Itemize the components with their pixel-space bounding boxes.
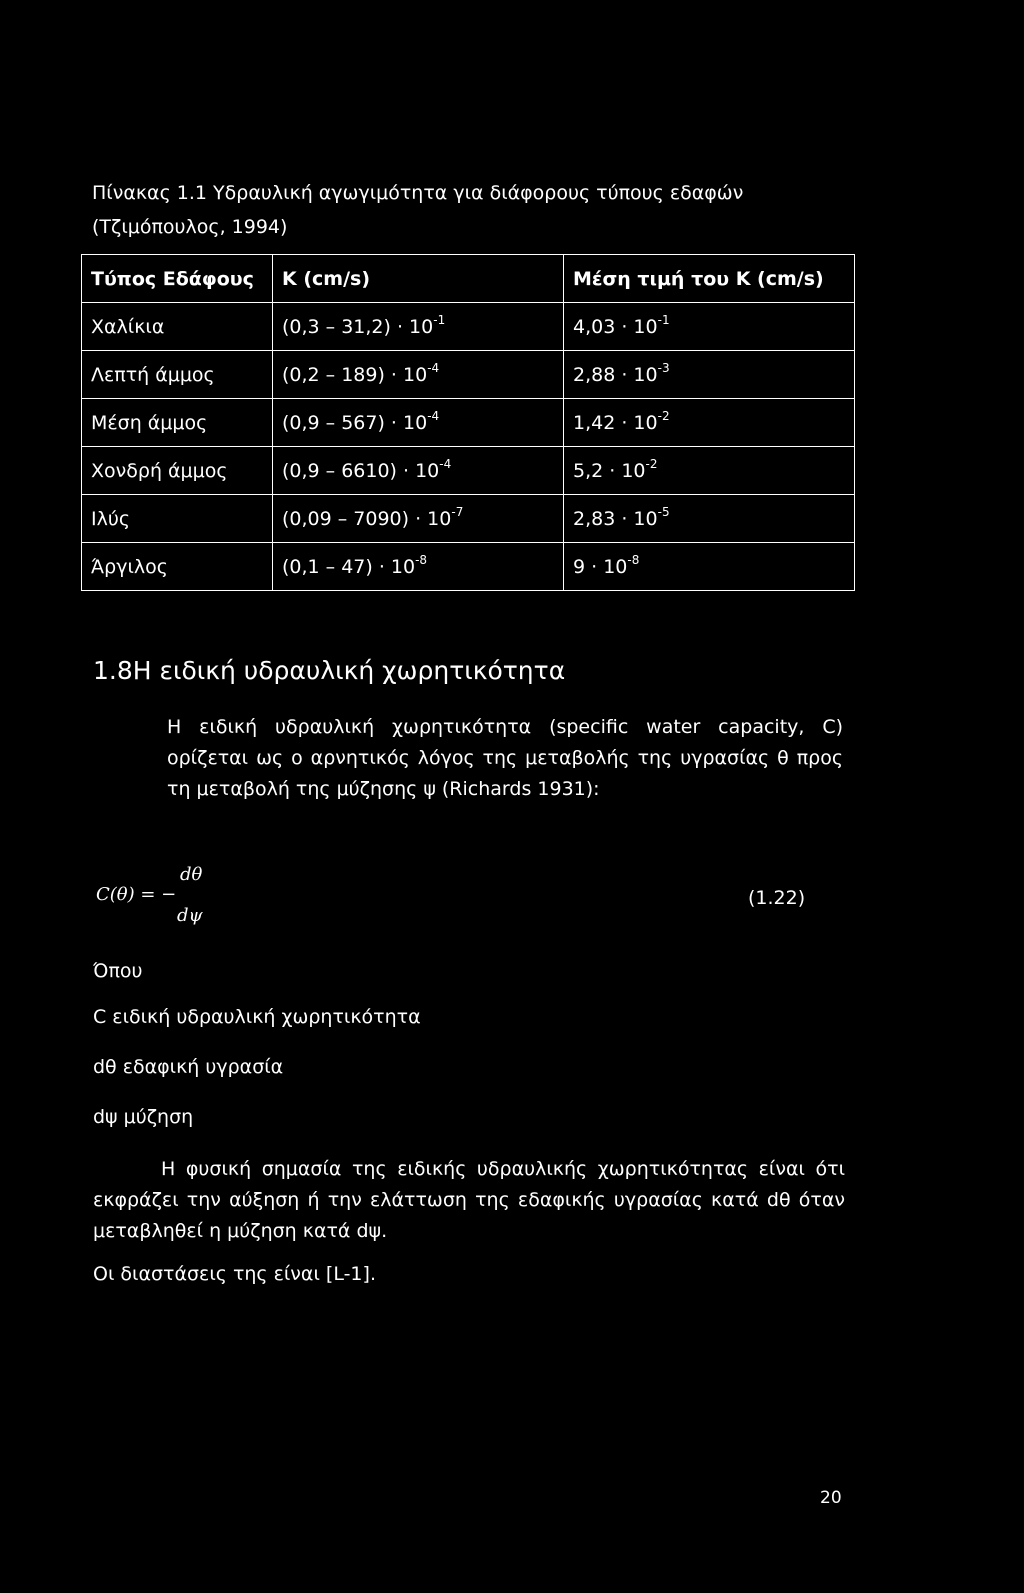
soil-type-cell: Χαλίκια	[82, 303, 273, 351]
formula-lhs: C(θ) = −	[96, 884, 177, 905]
meaning-paragraph: Η φυσική σημασία της ειδικής υδραυλικής χωρητικότητας είναι ότι εκφράζει την αύξηση ή την ελάττωση της εδαφικής υγρασίας κατά dθ όταν μεταβληθεί η μύζηση κατά dψ.	[93, 1158, 845, 1242]
k-mean-cell: $5,2 \cdot 10^{-2}$	[564, 447, 855, 495]
section-title: 1.8Η ειδική υδραυλική χωρητικότητα	[93, 656, 566, 685]
k-range-cell: $(0,1 - 47) \cdot 10^{-8}$	[273, 543, 564, 591]
dimensions-text: Οι διαστάσεις της είναι [L-1].	[93, 1263, 376, 1285]
table-header-row	[82, 255, 855, 303]
table-row	[82, 399, 855, 447]
k-mean-cell: $9 \cdot 10^{-8}$	[564, 543, 855, 591]
k-mean-cell: $2,83 \cdot 10^{-5}$	[564, 495, 855, 543]
hydraulic-conductivity-table	[81, 254, 855, 591]
k-range-cell: $(0,09 - 7090) \cdot 10^{-7}$	[273, 495, 564, 543]
where-label: Όπου	[93, 960, 143, 982]
table-row	[82, 351, 855, 399]
k-range-cell: $(0,2 - 189) \cdot 10^{-4}$	[273, 351, 564, 399]
table-caption: Πίνακας 1.1 Υδραυλική αγωγιμότητα για διάφορους τύπους εδαφών (Τζιμόπουλος, 1994)	[92, 182, 744, 238]
k-mean-cell: $1,42 \cdot 10^{-2}$	[564, 399, 855, 447]
definition-dpsi: dψ μύζηση	[93, 1106, 194, 1128]
table-row	[82, 447, 855, 495]
definition-paragraph: Η ειδική υδραυλική χωρητικότητα (specific water capacity, C) ορίζεται ως ο αρνητικός λόγος της μεταβολής της υγρασίας θ προς τη μεταβολή της μύζησης ψ (Richards 1931):	[167, 716, 843, 800]
column-header-k-mean: Μέση τιμή του K (cm/s)	[564, 255, 855, 303]
k-mean-cell: $4,03 \cdot 10^{-1}$	[564, 303, 855, 351]
formula-numerator: dθ	[180, 864, 203, 885]
column-header-soil-type: Τύπος Εδάφους	[82, 255, 273, 303]
page-number: 20	[820, 1488, 842, 1508]
table-row	[82, 303, 855, 351]
k-range-cell: $(0,9 - 6610) \cdot 10^{-4}$	[273, 447, 564, 495]
definition-dtheta: dθ εδαφική υγρασία	[93, 1056, 284, 1078]
soil-type-cell: Χονδρή άμμος	[82, 447, 273, 495]
table-row	[82, 543, 855, 591]
soil-type-cell: Μέση άμμος	[82, 399, 273, 447]
k-mean-cell: $2,88 \cdot 10^{-3}$	[564, 351, 855, 399]
column-header-k: K (cm/s)	[273, 255, 564, 303]
definition-c: C ειδική υδραυλική χωρητικότητα	[93, 1006, 421, 1028]
formula-denominator: dψ	[177, 905, 203, 926]
equation-number: (1.22)	[748, 887, 806, 909]
soil-type-cell: Λεπτή άμμος	[82, 351, 273, 399]
k-range-cell: $(0,3 - 31,2) \cdot 10^{-1}$	[273, 303, 564, 351]
soil-type-cell: Ιλύς	[82, 495, 273, 543]
soil-type-cell: Άργιλος	[82, 543, 273, 591]
table-row	[82, 495, 855, 543]
k-range-cell: $(0,9 - 567) \cdot 10^{-4}$	[273, 399, 564, 447]
